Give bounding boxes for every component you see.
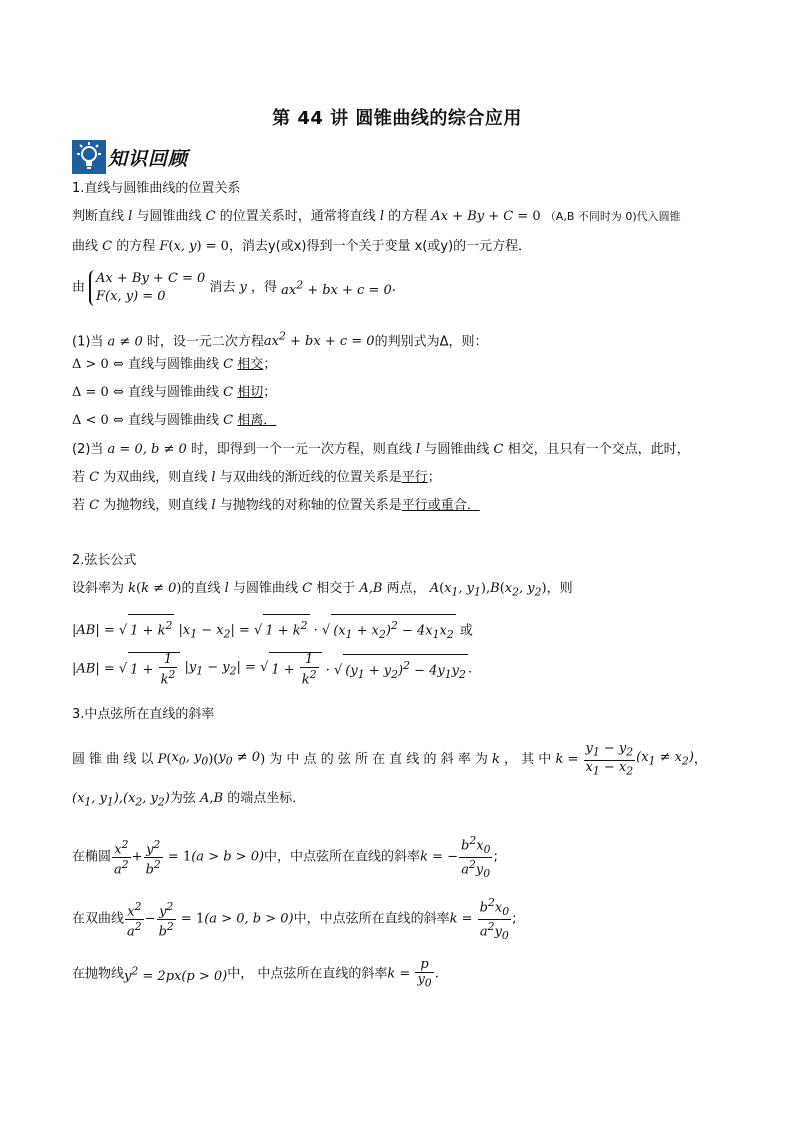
s2-formula-1: |AB| = √ $1 + k^2$ $|x_1 - x_2|$ = √ $1 + k^2$ · √ $(x_1 + x_2)^2 - 4x_1x_2$ 或 <box>72 614 473 646</box>
s1-case-2: (2)当 a = 0, b ≠ 0 时，即得到一个一元一次方程，则直线 l 与圆锥曲线 C 相交，且只有一个交点，此时， <box>72 442 690 457</box>
s1-delta-eq: Δ = 0 ⇔ 直线与圆锥曲线 C 相切； <box>72 385 277 400</box>
s3-parabola: 在抛物线$y^2 = 2px(p > 0)$中， 中点弦所在直线的斜率k = $\frac{p}{y_0}$ . <box>72 957 439 990</box>
s2-para-1: 设斜率为 k(k ≠ 0)的直线 l 与圆锥曲线 C 相交于 A,B 两点， $A(x_1$, $y_1),B(x_2$, $y_2$)，则 <box>72 581 573 599</box>
section-2-heading: 2.弦长公式 <box>72 553 137 568</box>
lightbulb-icon <box>72 140 106 174</box>
s3-para-1: 圆 锥 曲 线 以 $P(x_0$, $y_0)(y_0 \ne 0)$ 为 中 点 的 弦 所 在 直 线 的 斜 率 为 k ， 其 中 k = $\frac{y_1 - y_2}{x_1 - x_2}$ $(x_1 \ne x_2)$， <box>72 741 707 778</box>
s1-system: 由 Ax + By + C = 0 F(x, y) = 0 消去 y ，得 $ax^2$ + bx + c = 0. <box>72 271 396 304</box>
section-3-heading: 3.中点弦所在直线的斜率 <box>72 707 215 722</box>
s3-hyperbola: 在双曲线 $\frac{x^2}{a^2}$ − $\frac{y^2}{b^2}$ = 1(a > 0, b > 0)中，中点弦所在直线的斜率k = $\frac{b^2x_0}{a^2y_0}$ ; <box>72 896 517 942</box>
s1-hyperbola: 若 C 为双曲线，则直线 l 与双曲线的渐近线的位置关系是平行； <box>72 470 441 485</box>
s3-ellipse: 在椭圆 $\frac{x^2}{a^2}$ + $\frac{y^2}{b^2}$ = 1(a > b > 0)中，中点弦所在直线的斜率k = − $\frac{b^2x_0}{a^2y_0}$ ; <box>72 834 498 880</box>
s1-para-2: 曲线 C 的方程 F(x, y) = 0，消去y(或x)得到一个关于变量 x(或y)的一元方程． <box>72 239 532 254</box>
banner-label: 知识回顾 <box>108 147 189 170</box>
s2-formula-2: |AB| = √ 1 + $\frac{1}{k^2}$ $|y_1 - y_2|$ = √ 1 + $\frac{1}{k^2}$ · √ $(y_1 + y_2)^2 - 4y_1y_2$ . <box>72 652 473 688</box>
s1-delta-lt: Δ < 0 ⇔ 直线与圆锥曲线 C 相离． <box>72 413 277 428</box>
s1-para-1: 判断直线 l 与圆锥曲线 C 的位置关系时，通常将直线 l 的方程 Ax + By + C = 0 （A,B 不同时为 0)代入圆锥 <box>72 209 681 224</box>
s1-delta-gt: Δ > 0 ⇔ 直线与圆锥曲线 C 相交； <box>72 357 277 372</box>
s1-parabola: 若 C 为抛物线，则直线 l 与抛物线的对称轴的位置关系是平行或重合． <box>72 498 480 513</box>
s1-case-1: (1)当 a ≠ 0 时，设一元二次方程$ax^2$ + bx + c = 0的判别式为Δ，则： <box>72 330 488 350</box>
knowledge-review-banner <box>72 140 188 174</box>
page-title: 第 44 讲 圆锥曲线的综合应用 <box>272 108 522 129</box>
section-1-heading: 1.直线与圆锥曲线的位置关系 <box>72 181 241 196</box>
s3-para-2: ($x_1$, $y_1),(x_2$, $y_2$)为弦 A,B 的端点坐标． <box>72 791 306 809</box>
